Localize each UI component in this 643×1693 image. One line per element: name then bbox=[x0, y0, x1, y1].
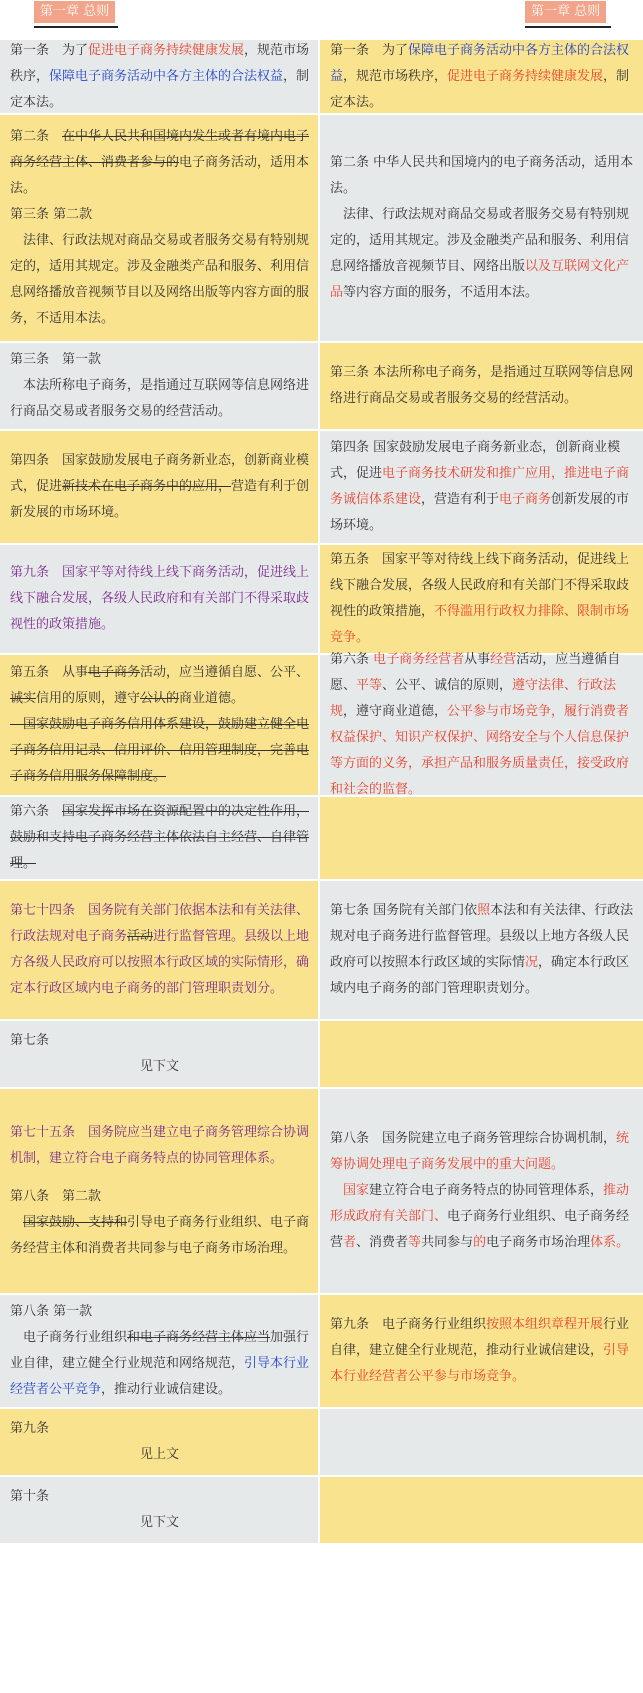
table-row bbox=[0, 1021, 643, 1089]
article-text: 第三条 本法所称电子商务，是指通过互联网等信息网络进行商品交易或者服务交易的经营活动。 bbox=[330, 365, 634, 406]
article-text: 从事 bbox=[464, 652, 491, 667]
article-text: 第六条 bbox=[10, 804, 63, 819]
article-paragraph bbox=[330, 547, 635, 651]
article-text: 法律、行政法规对商品交易或者服务交易有特别规定的，适用其规定。涉及金融类产品和服务、利用信息网络播放音视频节目、网络出版 bbox=[330, 207, 630, 274]
article-text: 本法和有关法律、行政法规对电子商务进行监督管理。县级以上地方各级人民政府可以按照本行政区域的实际情 bbox=[330, 903, 634, 970]
article-paragraph bbox=[10, 124, 310, 202]
added-text: 电子商务 bbox=[499, 492, 552, 507]
added-text: 况 bbox=[525, 955, 539, 970]
table-row bbox=[0, 40, 643, 115]
article-paragraph bbox=[330, 647, 635, 803]
cross-reference-note: 见下文 bbox=[140, 1059, 180, 1074]
article-text: ，规范市场秩序， bbox=[343, 68, 448, 84]
article-text: ，确定本行政区域内电子商务的部门管理职责划分。 bbox=[330, 955, 630, 996]
final-cell bbox=[320, 343, 643, 429]
article-text: 第八条 第二款 bbox=[10, 1189, 102, 1204]
article-paragraph bbox=[10, 1484, 310, 1510]
deleted-text: 电子商务 bbox=[88, 665, 141, 680]
relocated-article-text: 进行监督管理。县级以上地方各级人民政府可以按照本行政区域的实际情形，确定本行政区域内电子商务的部门管理职责划分。 bbox=[10, 929, 310, 996]
article-paragraph bbox=[10, 1184, 310, 1210]
article-paragraph bbox=[10, 1416, 310, 1442]
added-text: 经营 bbox=[490, 652, 517, 667]
article-text: 本法所称电子商务，是指通过互联网等信息网络进行商品交易或者服务交易的经营活动。 bbox=[10, 378, 310, 419]
article-paragraph bbox=[330, 1312, 635, 1390]
deleted-text: 公认的 bbox=[140, 691, 180, 706]
left-chapter-header bbox=[34, 0, 118, 30]
final-cell bbox=[320, 115, 643, 341]
article-text: 共同参与 bbox=[421, 1235, 474, 1250]
table-row bbox=[0, 1409, 643, 1477]
article-text: 活动，应当遵循自愿、 bbox=[330, 652, 621, 693]
article-text: 第二条 bbox=[10, 129, 63, 144]
article-paragraph bbox=[10, 1028, 310, 1054]
article-paragraph bbox=[10, 660, 310, 712]
article-text: 第七条 bbox=[10, 1033, 50, 1048]
article-text: 第四条 国家鼓励发展电子商务新业态，创新商业模式，促进 bbox=[330, 440, 621, 481]
draft-cell bbox=[0, 797, 320, 879]
deleted-text: 新技术在电子商务中的应用， bbox=[62, 479, 232, 494]
article-paragraph bbox=[10, 1054, 310, 1080]
article-text: 法律、行政法规对商品交易或者服务交易有特别规定的，适用其规定。涉及金融类产品和服务、利用信息网络播放音视频节目以及网络出版等内容方面的服务，不适用本法。 bbox=[10, 233, 310, 326]
final-cell bbox=[320, 1295, 643, 1407]
deleted-text: 和电子商务经营主体应当 bbox=[127, 1330, 271, 1345]
final-cell bbox=[320, 1477, 643, 1543]
article-text: 引导电子商务行业组织、电子商务经营主体和消费者共同参与电子商务市场治理。 bbox=[10, 1215, 310, 1256]
article-paragraph bbox=[10, 228, 310, 332]
article-paragraph bbox=[10, 1325, 310, 1403]
final-cell bbox=[320, 40, 643, 113]
article-text bbox=[330, 1183, 343, 1198]
draft-cell bbox=[0, 1089, 320, 1293]
draft-cell bbox=[0, 545, 320, 653]
final-cell bbox=[320, 1089, 643, 1293]
article-paragraph bbox=[10, 1510, 310, 1536]
article-paragraph bbox=[10, 1299, 310, 1325]
article-paragraph bbox=[330, 435, 635, 539]
final-cell bbox=[320, 881, 643, 1019]
added-text: 公平参与市场竞争，履行消费者权益保护、知识产权保护、网络安全与个人信息保护等方面的义务，承担产品和服务质量责任，接受政府和社会的监督。 bbox=[330, 704, 630, 797]
added-text: 电子商务技术研发和推广应用，推进电子商务诚信体系建设 bbox=[330, 466, 630, 507]
article-text: 第五条 从事 bbox=[10, 665, 89, 680]
added-text: 不得滥用行政权力排除、限制市场竞争。 bbox=[330, 604, 630, 645]
article-text: 加强行业自律，建立健全行业规范和网络规范， bbox=[10, 1330, 310, 1371]
article-text: 第八条 国务院建立电子商务管理综合协调机制， bbox=[330, 1131, 617, 1146]
added-text: 推动形成政府有关部门、 bbox=[330, 1183, 630, 1224]
article-paragraph bbox=[10, 560, 310, 638]
article-text: 第八条 第一款 bbox=[10, 1304, 93, 1319]
article-paragraph bbox=[330, 202, 635, 306]
right-header-underline bbox=[525, 26, 611, 28]
article-paragraph bbox=[330, 898, 635, 1002]
moved-text: 保障电子商务活动中各方主体的合法权益 bbox=[330, 42, 630, 84]
article-text: 第五条 国家平等对待线上线下商务活动，促进线上线下融合发展，各级人民政府和有关部门不得采取歧视性的政策措施， bbox=[330, 552, 630, 619]
table-row bbox=[0, 1477, 643, 1545]
article-text: 第四条 国家鼓励发展电子商务新业态，创新商业模式，促进 bbox=[10, 453, 310, 494]
draft-cell bbox=[0, 1477, 320, 1543]
final-cell bbox=[320, 545, 643, 653]
added-text: 平等 bbox=[356, 678, 383, 693]
article-text: 营造有利于创新发展的市场环境。 bbox=[10, 479, 310, 520]
draft-cell bbox=[0, 655, 320, 795]
article-text: 、消费者 bbox=[356, 1235, 409, 1250]
draft-cell bbox=[0, 1295, 320, 1407]
relocated-article-text: 第九条 国家平等对待线上线下商务活动，促进线上线下融合发展，各级人民政府和有关部门不得采取歧视性的政策措施。 bbox=[10, 565, 310, 632]
article-text: ，推动行业诚信建设。 bbox=[101, 1382, 232, 1397]
article-text: 第三条 第二款 bbox=[10, 207, 93, 222]
article-text: 电子商务活动，适用本法。 bbox=[10, 155, 310, 196]
added-text: 体系。 bbox=[590, 1235, 630, 1250]
article-text: 信用的原则，遵守 bbox=[36, 691, 141, 706]
added-text: 等 bbox=[408, 1235, 422, 1250]
article-text: 电子商务行业组织 bbox=[10, 1330, 128, 1345]
left-header-underline bbox=[34, 26, 118, 28]
article-text: 、公平、诚信的原则， bbox=[382, 678, 513, 693]
article-text: ，制定本法。 bbox=[330, 68, 630, 110]
right-chapter-label: 第一章 总则 bbox=[525, 1, 606, 23]
final-cell bbox=[320, 652, 643, 797]
article-text: 建立符合电子商务特点的协同管理体系， bbox=[369, 1183, 604, 1198]
table-row bbox=[0, 545, 643, 655]
article-text: 创新发展的市场环境。 bbox=[330, 492, 630, 533]
article-paragraph bbox=[10, 1120, 310, 1172]
article-text: 第六条 bbox=[330, 652, 374, 667]
draft-cell bbox=[0, 40, 320, 113]
article-text: 电子商务市场治理 bbox=[486, 1235, 591, 1250]
added-text: 促进电子商务持续健康发展 bbox=[447, 68, 604, 84]
article-text: ，遵守商业道德， bbox=[343, 704, 448, 719]
article-text: 电子商务行业组织、电子商务经营 bbox=[330, 1209, 630, 1250]
right-chapter-header bbox=[525, 0, 611, 30]
deleted-text: 诚实 bbox=[10, 691, 37, 706]
added-text: 照 bbox=[477, 903, 491, 918]
cross-reference-note: 见下文 bbox=[140, 1515, 180, 1530]
article-text: 第九条 电子商务行业组织 bbox=[330, 1317, 487, 1332]
article-text: ，规范市场秩序， bbox=[10, 42, 310, 84]
relocated-article-text: 第七十四条 国务院有关部门依据本法和有关法律、行政法规对电子商务 bbox=[10, 903, 310, 944]
comparison-table bbox=[0, 40, 643, 1545]
moved-text: 保障电子商务活动中各方主体的合法权益 bbox=[49, 68, 284, 84]
draft-cell bbox=[0, 1021, 320, 1087]
deleted-text: 在中华人民共和国境内发生或者有境内电子商务经营主体、消费者参与的 bbox=[10, 129, 310, 170]
table-row bbox=[0, 431, 643, 545]
draft-cell bbox=[0, 1409, 320, 1475]
added-text: 者 bbox=[343, 1235, 357, 1250]
article-paragraph bbox=[330, 1126, 635, 1178]
added-text: 的 bbox=[473, 1235, 487, 1250]
left-chapter-label: 第一章 总则 bbox=[34, 1, 115, 23]
cross-reference-note: 见上文 bbox=[140, 1447, 180, 1462]
table-row bbox=[0, 797, 643, 881]
table-row bbox=[0, 1089, 643, 1295]
added-text: 遵守法律、行政法规 bbox=[330, 678, 617, 719]
article-text: 第七条 国务院有关部门依 bbox=[330, 903, 478, 918]
article-paragraph bbox=[330, 38, 635, 116]
article-text: 行业自律，建立健全行业规范，推动行业诚信建设， bbox=[330, 1317, 630, 1358]
article-text: 第九条 bbox=[10, 1421, 50, 1436]
article-paragraph bbox=[10, 448, 310, 526]
article-text: 第三条 第一款 bbox=[10, 352, 102, 367]
draft-cell bbox=[0, 115, 320, 341]
table-row bbox=[0, 343, 643, 431]
article-text: 第一条 为了 bbox=[330, 42, 409, 58]
added-text: 促进电子商务持续健康发展 bbox=[88, 42, 245, 58]
table-row bbox=[0, 881, 643, 1021]
article-paragraph bbox=[330, 150, 635, 202]
added-text: 以及互联网文化产品 bbox=[330, 259, 630, 300]
moved-text: 引导本行业经营者公平竞争 bbox=[10, 1356, 310, 1397]
deleted-text: 国家发挥市场在资源配置中的决定性作用，鼓励和支持电子商务经营主体依法自主经营、自律管理。 bbox=[10, 804, 310, 871]
final-cell bbox=[320, 431, 643, 543]
article-paragraph bbox=[10, 1210, 310, 1262]
article-text: 活动，应当遵循自愿、公平、 bbox=[140, 665, 310, 680]
final-cell bbox=[320, 797, 643, 879]
article-paragraph bbox=[10, 202, 310, 228]
article-paragraph bbox=[10, 347, 310, 373]
final-cell bbox=[320, 1021, 643, 1087]
article-text bbox=[10, 1215, 23, 1230]
article-paragraph bbox=[10, 799, 310, 877]
article-paragraph bbox=[10, 712, 310, 790]
final-cell bbox=[320, 1409, 643, 1475]
deleted-text: 国家鼓励、支持和 bbox=[23, 1215, 128, 1230]
added-text: 统筹协调处理电子商务发展中的重大问题。 bbox=[330, 1131, 630, 1172]
table-row bbox=[0, 115, 643, 343]
article-paragraph bbox=[10, 1442, 310, 1468]
draft-cell bbox=[0, 343, 320, 429]
draft-cell bbox=[0, 881, 320, 1019]
table-row bbox=[0, 652, 643, 797]
article-text: 第十条 bbox=[10, 1489, 50, 1504]
article-paragraph bbox=[10, 898, 310, 1002]
added-text: 电子商务经营者 bbox=[373, 652, 465, 667]
article-text: ，营造有利于 bbox=[421, 492, 500, 507]
article-text: ，制定本法。 bbox=[10, 68, 310, 110]
article-paragraph bbox=[330, 1178, 635, 1256]
article-paragraph bbox=[330, 360, 635, 412]
article-text: 等内容方面的服务，不适用本法。 bbox=[343, 285, 539, 300]
added-text: 引导本行业经营者公平参与市场竞争。 bbox=[330, 1343, 630, 1384]
added-text: 国家 bbox=[343, 1183, 370, 1198]
article-paragraph bbox=[10, 373, 310, 425]
article-text: 商业道德。 bbox=[179, 691, 245, 706]
deleted-text: 活动 bbox=[127, 929, 154, 944]
relocated-article-text: 第七十五条 国务院应当建立电子商务管理综合协调机制，建立符合电子商务特点的协同管理体系。 bbox=[10, 1125, 310, 1166]
table-row bbox=[0, 1295, 643, 1409]
article-text: 第二条 中华人民共和国境内的电子商务活动，适用本法。 bbox=[330, 155, 634, 196]
added-text: 按照本组织章程开展 bbox=[486, 1317, 604, 1332]
article-text: 第一条 为了 bbox=[10, 42, 89, 58]
paragraph-gap bbox=[10, 1172, 310, 1184]
draft-cell bbox=[0, 431, 320, 543]
deleted-text: 国家鼓励电子商务信用体系建设，鼓励建立健全电子商务信用记录、信用评价、信用管理制度，完善电子商务信用服务保障制度。 bbox=[10, 717, 310, 784]
article-paragraph bbox=[10, 38, 310, 116]
